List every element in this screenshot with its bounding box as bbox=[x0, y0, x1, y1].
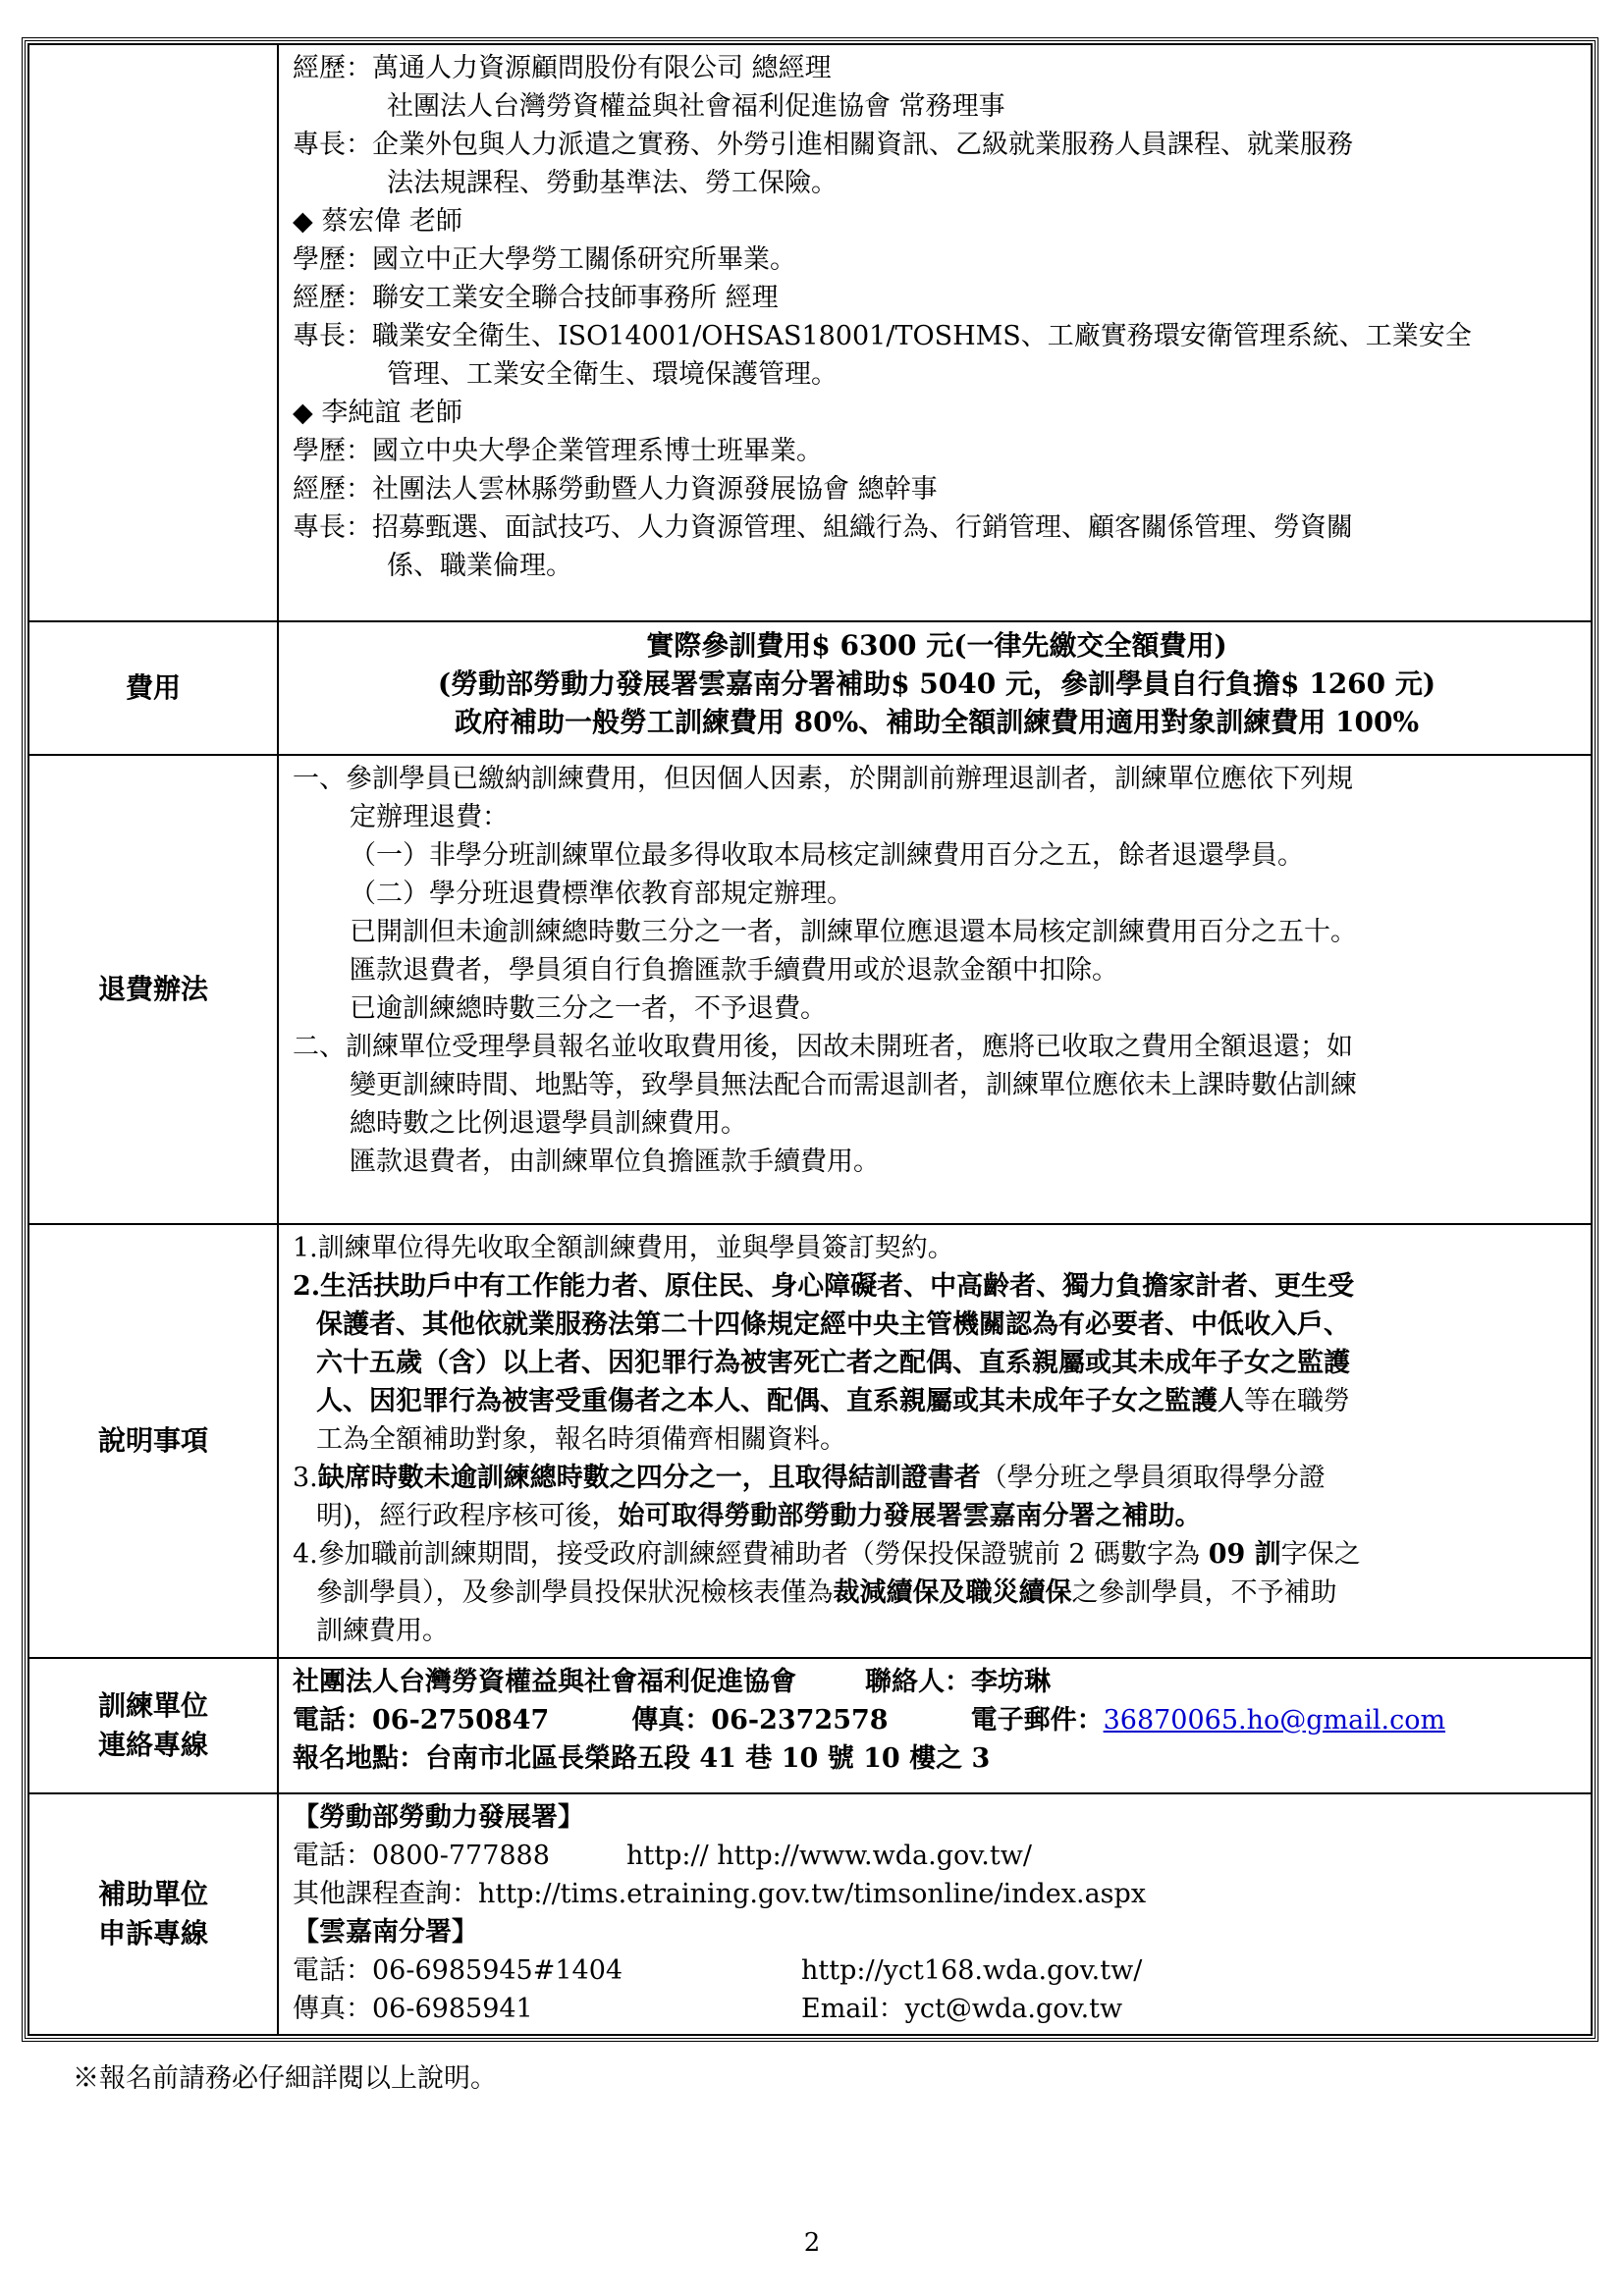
fee-content bbox=[278, 621, 1592, 755]
refund-label: 退費辦法 bbox=[28, 755, 278, 1224]
fee-label: 費用 bbox=[28, 621, 278, 755]
note-4a-rest: 字保之 bbox=[1280, 1539, 1361, 1570]
fee-row bbox=[28, 621, 1592, 755]
refund-content bbox=[278, 755, 1592, 1224]
instructor-line: 專長：招募甄選、面試技巧、人力資源管理、組織行為、行銷管理、顧客關係管理、勞資關 bbox=[293, 512, 1353, 543]
note-1: 1.訓練單位得先收取全額訓練費用，並與學員簽訂契約。 bbox=[293, 1233, 954, 1263]
notes-content bbox=[278, 1224, 1592, 1658]
note-4b bbox=[293, 1574, 1581, 1612]
instructor-line: 經歷：萬通人力資源顧問股份有限公司 總經理 bbox=[293, 53, 832, 83]
yct-email[interactable]: Email：yct@wda.gov.tw bbox=[801, 1994, 1123, 2024]
note-4c: 訓練費用。 bbox=[316, 1616, 449, 1646]
refund-row bbox=[28, 755, 1592, 1224]
yct-title: 【雲嘉南分署】 bbox=[293, 1917, 478, 1948]
instructors-row bbox=[28, 44, 1592, 621]
refund-line: （二）學分班退費標準依教育部規定辦理。 bbox=[350, 879, 853, 909]
contact-content bbox=[278, 1658, 1592, 1793]
fee-line-2: (勞動部勞動力發展署雲嘉南分署補助$ 5040 元，參訓學員自行負擔$ 1260 元) bbox=[437, 667, 1436, 700]
contact-row bbox=[28, 1658, 1592, 1793]
note-4a-plain: 4.參加職前訓練期間，接受政府訓練經費補助者（勞保投保證號前 2 碼數字為 bbox=[293, 1539, 1209, 1570]
contact-line-1 bbox=[293, 1663, 1581, 1701]
instructor-line: 學歷：國立中正大學勞工關係研究所畢業。 bbox=[293, 244, 796, 275]
instructor-line: 經歷：社團法人雲林縣勞動暨人力資源發展協會 總幹事 bbox=[293, 474, 938, 505]
instructor-line: ◆ 蔡宏偉 老師 bbox=[293, 206, 462, 237]
note-2b: 保護者、其他依就業服務法第二十四條規定經中央主管機關認為有必要者、中低收入戶、 bbox=[316, 1309, 1350, 1340]
note-3b bbox=[293, 1497, 1581, 1535]
note-3a-bold: 缺席時數未逾訓練總時數之四分之一，且取得結訓證書者 bbox=[317, 1463, 981, 1493]
note-4b-rest: 之參訓學員，不予補助 bbox=[1071, 1577, 1337, 1608]
note-4b-bold: 裁減續保及職災續保 bbox=[833, 1577, 1072, 1608]
contact-fax: 傳真：06-2372578 bbox=[631, 1705, 889, 1735]
contact-label-1: 訓練單位 bbox=[97, 1689, 208, 1722]
complaint-label-1: 補助單位 bbox=[97, 1878, 208, 1910]
note-3a bbox=[293, 1459, 1581, 1497]
wda-contact bbox=[293, 1837, 1581, 1875]
complaint-label-2: 申訴專線 bbox=[97, 1917, 208, 1949]
complaint-content bbox=[278, 1793, 1592, 2035]
refund-line: 已開訓但未逾訓練總時數三分之一者，訓練單位應退還本局核定訓練費用百分之五十。 bbox=[350, 917, 1357, 947]
note-3-num: 3. bbox=[293, 1463, 318, 1493]
refund-line: 已逾訓練總時數三分之一者，不予退費。 bbox=[350, 993, 827, 1024]
instructors-content bbox=[278, 44, 1592, 621]
note-3b-bold: 始可取得勞動部勞動力發展署雲嘉南分署之補助。 bbox=[618, 1501, 1202, 1531]
contact-address: 報名地點：台南市北區長榮路五段 41 巷 10 號 10 樓之 3 bbox=[293, 1743, 991, 1774]
refund-line: 變更訓練時間、地點等，致學員無法配合而需退訓者，訓練單位應依未上課時數佔訓練 bbox=[350, 1070, 1357, 1100]
contact-label-2: 連絡專線 bbox=[97, 1729, 208, 1761]
instructor-line: 專長：企業外包與人力派遣之實務、外勞引進相關資訊、乙級就業服務人員課程、就業服務 bbox=[293, 130, 1353, 160]
note-3b-plain: 明)，經行政程序核可後， bbox=[316, 1501, 619, 1531]
refund-line: 定辦理退費： bbox=[350, 802, 509, 832]
note-2d-bold: 人、因犯罪行為被害受重傷者之本人、配偶、直系親屬或其未成年子女之監護人 bbox=[316, 1386, 1244, 1416]
footnote: ※報名前請務必仔細詳閱以上說明。 bbox=[73, 2063, 497, 2094]
instructor-line: 管理、工業安全衛生、環境保護管理。 bbox=[387, 359, 838, 390]
contact-org: 社團法人台灣勞資權益與社會福利促進協會 bbox=[293, 1667, 796, 1697]
yct-url[interactable]: http://yct168.wda.gov.tw/ bbox=[801, 1955, 1143, 1986]
note-2e: 工為全額補助對象，報名時須備齊相關資料。 bbox=[316, 1424, 846, 1455]
contact-line-2 bbox=[293, 1701, 1581, 1739]
note-4a-bold: 09 訓 bbox=[1208, 1539, 1281, 1570]
contact-email-link[interactable]: 36870065.ho@gmail.com bbox=[1103, 1705, 1446, 1735]
wda-url[interactable]: http:// http://www.wda.gov.tw/ bbox=[626, 1841, 1032, 1871]
refund-line: （一）非學分班訓練單位最多得收取本局核定訓練費用百分之五，餘者退還學員。 bbox=[350, 840, 1304, 871]
refund-line: 總時數之比例退還學員訓練費用。 bbox=[350, 1108, 747, 1139]
yct-contact-2 bbox=[293, 1990, 1581, 2028]
contact-person: 聯絡人：李坊琳 bbox=[865, 1667, 1051, 1697]
notes-row bbox=[28, 1224, 1592, 1658]
refund-line: 匯款退費者，學員須自行負擔匯款手續費用或於退款金額中扣除。 bbox=[350, 955, 1118, 986]
instructor-line: 社團法人台灣勞資權益與社會福利促進協會 常務理事 bbox=[387, 91, 1005, 122]
contact-phone: 電話：06-2750847 bbox=[293, 1705, 550, 1735]
instructor-line: 學歷：國立中央大學企業管理系博士班畢業。 bbox=[293, 436, 823, 466]
note-2a: 2.生活扶助戶中有工作能力者、原住民、身心障礙者、中高齡者、獨力負擔家計者、更生受 bbox=[293, 1271, 1355, 1302]
courses-link[interactable]: 其他課程查詢：http://tims.etraining.gov.tw/timsonline/index.aspx bbox=[293, 1879, 1147, 1909]
instructor-line: 法法規課程、勞動基準法、勞工保險。 bbox=[387, 168, 838, 198]
note-3a-rest: （學分班之學員須取得學分證 bbox=[980, 1463, 1326, 1493]
wda-phone: 電話：0800-777888 bbox=[293, 1841, 550, 1871]
instructor-line: 專長：職業安全衛生、ISO14001/OHSAS18001/TOSHMS、工廠實務環安衛管理系統、工業安全 bbox=[293, 321, 1472, 351]
instructor-line: 經歷：聯安工業安全聯合技師事務所 經理 bbox=[293, 283, 779, 313]
course-info-table bbox=[27, 43, 1593, 2036]
complaint-label bbox=[28, 1793, 278, 2035]
instructor-line: 係、職業倫理。 bbox=[387, 551, 572, 581]
instructors-label-cell bbox=[28, 44, 278, 621]
refund-line: 一、參訓學員已繳納訓練費用，但因個人因素，於開訓前辦理退訓者，訓練單位應依下列規 bbox=[293, 764, 1353, 794]
complaint-row bbox=[28, 1793, 1592, 2035]
contact-email-label: 電子郵件： bbox=[970, 1705, 1104, 1735]
yct-contact-1 bbox=[293, 1951, 1581, 1990]
refund-line: 二、訓練單位受理學員報名並收取費用後，因故未開班者，應將已收取之費用全額退還；如 bbox=[293, 1032, 1353, 1062]
refund-line: 匯款退費者，由訓練單位負擔匯款手續費用。 bbox=[350, 1147, 880, 1177]
note-2d bbox=[293, 1382, 1581, 1420]
wda-title: 【勞動部勞動力發展署】 bbox=[293, 1802, 584, 1833]
notes-label: 說明事項 bbox=[28, 1224, 278, 1658]
note-2c: 六十五歲（含）以上者、因犯罪行為被害死亡者之配偶、直系親屬或其未成年子女之監護 bbox=[316, 1348, 1350, 1378]
note-4b-plain: 參訓學員），及參訓學員投保狀況檢核表僅為 bbox=[316, 1577, 834, 1608]
note-4a bbox=[293, 1535, 1581, 1574]
yct-fax: 傳真：06-6985941 bbox=[293, 1994, 533, 2024]
fee-line-1: 實際參訓費用$ 6300 元(一律先繳交全額費用) bbox=[646, 629, 1227, 662]
instructor-line: ◆ 李純誼 老師 bbox=[293, 398, 462, 428]
fee-line-3: 政府補助一般勞工訓練費用 80%、補助全額訓練費用適用對象訓練費用 100% bbox=[454, 706, 1420, 738]
yct-phone: 電話：06-6985945#1404 bbox=[293, 1955, 623, 1986]
note-2d-rest: 等在職勞 bbox=[1244, 1386, 1350, 1416]
contact-label bbox=[28, 1658, 278, 1793]
page-number: 2 bbox=[803, 2228, 821, 2258]
